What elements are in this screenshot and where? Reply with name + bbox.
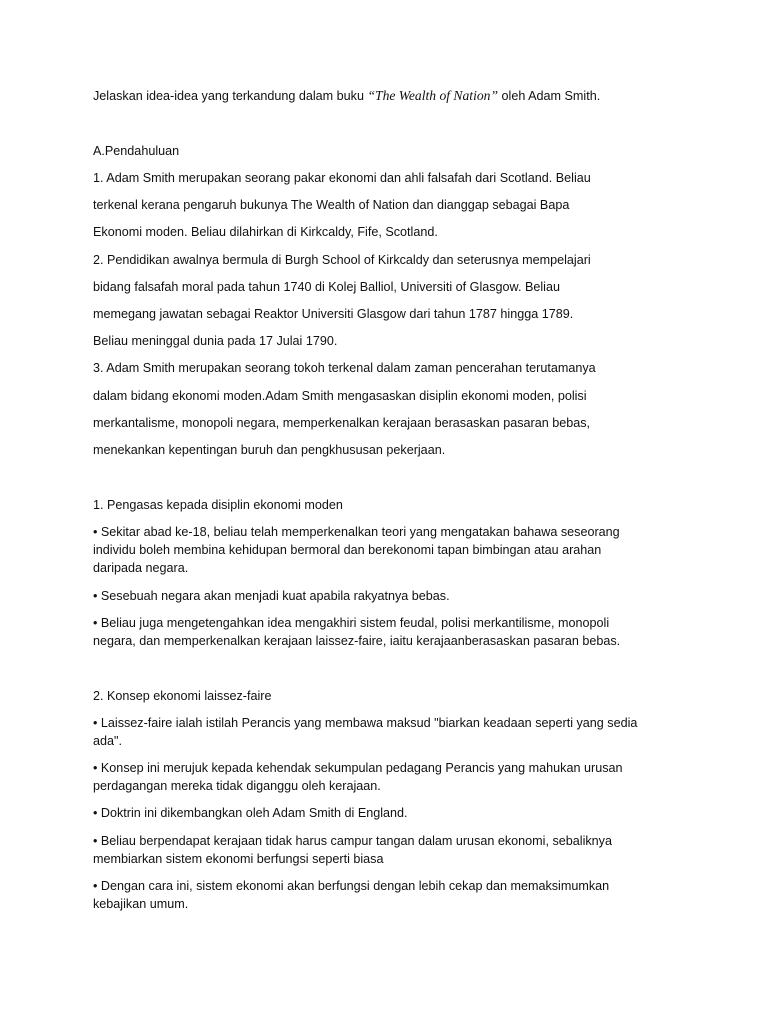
book-title: “The Wealth of Nation” <box>367 88 499 103</box>
section2-line: • Konsep ini merujuk kepada kehendak sekumpulan pedagang Perancis yang mahukan urusan <box>93 761 623 775</box>
intro-line: 1. Adam Smith merupakan seorang pakar ekonomi dan ahli falsafah dari Scotland. Beliau <box>93 171 591 185</box>
section2-heading: 2. Konsep ekonomi laissez-faire <box>93 689 272 703</box>
intro-line: dalam bidang ekonomi moden.Adam Smith mengasaskan disiplin ekonomi moden, polisi <box>93 389 587 403</box>
section1-line: • Sesebuah negara akan menjadi kuat apabila rakyatnya bebas. <box>93 589 450 603</box>
section2-line: kebajikan umum. <box>93 897 189 911</box>
intro-line: Ekonomi moden. Beliau dilahirkan di Kirkcaldy, Fife, Scotland. <box>93 225 438 239</box>
intro-heading: A.Pendahuluan <box>93 144 180 158</box>
section1-heading: 1. Pengasas kepada disiplin ekonomi moden <box>93 498 343 512</box>
intro-line: merkantalisme, monopoli negara, memperkenalkan kerajaan berasaskan pasaran bebas, <box>93 416 591 430</box>
intro-line: bidang falsafah moral pada tahun 1740 di Kolej Balliol, Universiti of Glasgow. Beliau <box>93 280 560 294</box>
section1-line: daripada negara. <box>93 561 189 575</box>
intro-line: terkenal kerana pengaruh bukunya The Wealth of Nation dan dianggap sebagai Bapa <box>93 198 570 212</box>
intro-line: memegang jawatan sebagai Reaktor Universiti Glasgow dari tahun 1787 hingga 1789. <box>93 307 574 321</box>
section2-line: membiarkan sistem ekonomi berfungsi seperti biasa <box>93 852 384 866</box>
question-suffix: oleh Adam Smith. <box>498 89 601 103</box>
section1-line: • Sekitar abad ke-18, beliau telah memperkenalkan teori yang mengatakan bahawa seseorang <box>93 525 620 539</box>
section2-line: • Dengan cara ini, sistem ekonomi akan berfungsi dengan lebih cekap dan memaksimumkan <box>93 879 610 893</box>
section2-line: • Beliau berpendapat kerajaan tidak harus campur tangan dalam urusan ekonomi, sebaliknya <box>93 834 612 848</box>
section2-line: • Doktrin ini dikembangkan oleh Adam Smith di England. <box>93 806 408 820</box>
section1-line: individu boleh membina kehidupan bermoral dan berekonomi tapan bimbingan atau arahan <box>93 543 602 557</box>
section2-line: ada". <box>93 734 122 748</box>
intro-line: 3. Adam Smith merupakan seorang tokoh terkenal dalam zaman pencerahan terutamanya <box>93 361 596 375</box>
intro-line: 2. Pendidikan awalnya bermula di Burgh School of Kirkcaldy dan seterusnya mempelajari <box>93 253 591 267</box>
question-title <box>93 87 600 105</box>
intro-line: Beliau meninggal dunia pada 17 Julai 1790. <box>93 334 338 348</box>
section2-line: perdagangan mereka tidak diganggu oleh kerajaan. <box>93 779 381 793</box>
section2-line: • Laissez-faire ialah istilah Perancis yang membawa maksud "biarkan keadaan seperti yang sedia <box>93 716 638 730</box>
section1-line: negara, dan memperkenalkan kerajaan laissez-faire, iaitu kerajaanberasaskan pasaran bebas. <box>93 634 621 648</box>
question-prefix: Jelaskan idea-idea yang terkandung dalam buku <box>93 89 368 103</box>
intro-line: menekankan kepentingan buruh dan pengkhususan pekerjaan. <box>93 443 446 457</box>
section1-line: • Beliau juga mengetengahkan idea mengakhiri sistem feudal, polisi merkantilisme, monopoli <box>93 616 610 630</box>
